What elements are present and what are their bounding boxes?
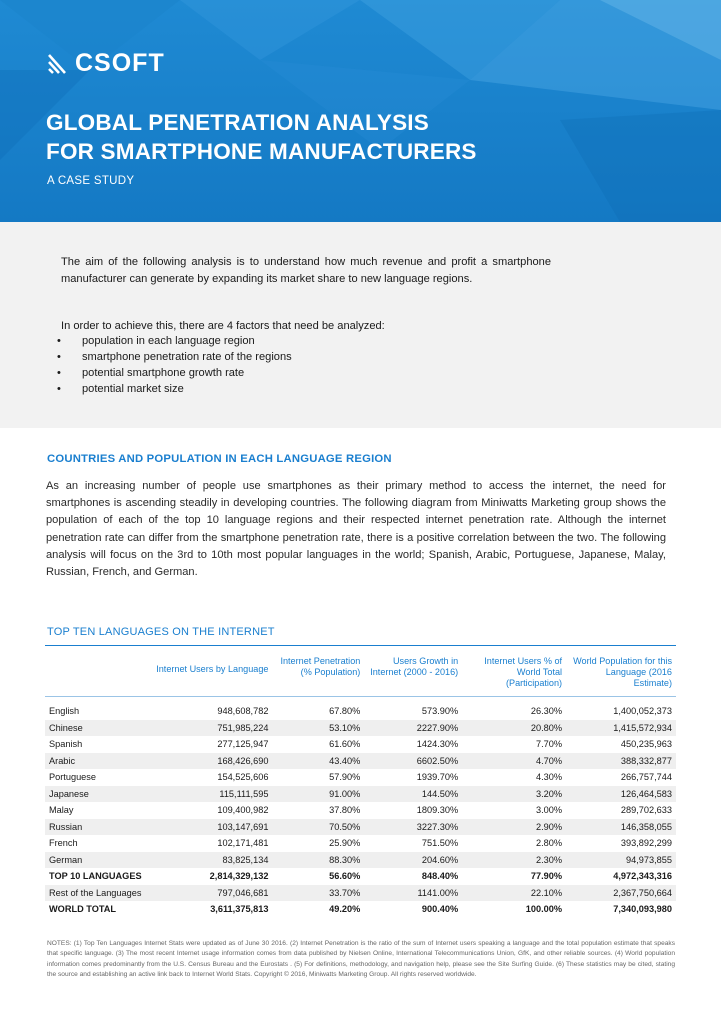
table-cell: 67.80% <box>329 706 361 717</box>
table-heading: TOP TEN LANGUAGES ON THE INTERNET <box>47 626 275 638</box>
table-top-rule <box>45 645 676 646</box>
factor-text: potential market size <box>82 383 184 395</box>
bullet-icon: • <box>57 335 61 347</box>
table-cell: 3,611,375,813 <box>210 904 269 915</box>
table-cell: 4.70% <box>462 753 566 770</box>
table-cell: 393,892,299 <box>620 838 672 849</box>
table-row <box>45 720 676 737</box>
list-item <box>57 349 292 365</box>
row-label: Russian <box>45 819 146 836</box>
table-row <box>45 852 676 869</box>
table-row <box>45 802 676 819</box>
row-label: German <box>45 852 146 869</box>
table-cell: 77.90% <box>530 871 563 882</box>
table-cell: 144.50% <box>364 786 462 803</box>
table-cell: 2.90% <box>462 819 566 836</box>
table-cell: 2,367,750,664 <box>566 885 676 902</box>
factor-text: potential smartphone growth rate <box>82 367 245 379</box>
table-cell: 168,426,690 <box>146 753 273 770</box>
table-cell: 102,171,481 <box>217 838 269 849</box>
column-header: World Population for this Language (2016 Estimate) <box>573 656 672 688</box>
table-header-row <box>45 656 676 700</box>
table-cell: 573.90% <box>421 706 459 717</box>
column-header: Internet Users by Language <box>156 664 269 674</box>
page-title <box>46 108 646 166</box>
table-cell: 103,147,691 <box>146 819 273 836</box>
table-cell: 154,525,606 <box>217 772 269 783</box>
table-cell: 88.30% <box>272 852 364 869</box>
table-cell: 2,814,329,132 <box>209 871 269 882</box>
page-subtitle: A CASE STUDY <box>47 175 135 187</box>
table-cell: 61.60% <box>329 739 361 750</box>
table-cell: 7,340,093,980 <box>613 904 672 915</box>
table-cell: 1424.30% <box>416 739 459 750</box>
intro-box <box>0 222 721 428</box>
table-row <box>45 753 676 770</box>
row-label: English <box>49 706 80 717</box>
row-label: Portuguese <box>49 772 96 783</box>
row-label: TOP 10 LANGUAGES <box>49 871 142 882</box>
list-item <box>57 333 292 349</box>
list-item <box>57 365 292 381</box>
row-label: Spanish <box>49 739 83 750</box>
factor-list <box>57 333 292 397</box>
table-cell: 1809.30% <box>416 805 459 816</box>
languages-table <box>45 656 676 918</box>
table-cell: 2.30% <box>462 852 566 869</box>
row-label: Malay <box>49 805 74 816</box>
bullet-icon: • <box>57 383 61 395</box>
table-cell: 1939.70% <box>416 772 459 783</box>
table-row <box>45 736 676 753</box>
column-header: Internet Penetration (% Population) <box>280 656 361 677</box>
table-cell: 751,985,224 <box>146 720 273 737</box>
table-cell: 83,825,134 <box>146 852 273 869</box>
page-title-line1: GLOBAL PENETRATION ANALYSIS <box>46 110 429 135</box>
section-heading: COUNTRIES AND POPULATION IN EACH LANGUAGE REGION <box>47 453 392 465</box>
table-cell: 289,702,633 <box>620 805 672 816</box>
table-cell: 20.80% <box>462 720 566 737</box>
table-row <box>45 901 676 918</box>
table-cell: 450,235,963 <box>620 739 672 750</box>
list-item <box>57 381 292 397</box>
table-cell: 848.40% <box>421 871 459 882</box>
table-cell: 25.90% <box>329 838 361 849</box>
row-label: WORLD TOTAL <box>49 904 117 915</box>
table-cell: 43.40% <box>272 753 364 770</box>
table-cell: 4,972,343,316 <box>613 871 672 882</box>
table-row <box>45 819 676 836</box>
csoft-logo <box>47 50 165 76</box>
table-cell: 3227.30% <box>364 819 462 836</box>
table-cell: 388,332,877 <box>566 753 676 770</box>
table-cell: 3.20% <box>462 786 566 803</box>
table-cell: 1,415,572,934 <box>566 720 676 737</box>
table-cell: 100.00% <box>525 904 563 915</box>
table-cell: 91.00% <box>272 786 364 803</box>
table-row <box>45 868 676 885</box>
table-cell: 4.30% <box>536 772 563 783</box>
table-cell: 2.80% <box>536 838 563 849</box>
table-row <box>45 786 676 803</box>
table-cell: 94,973,855 <box>566 852 676 869</box>
column-header: Internet Users % of World Total (Participation) <box>484 656 563 688</box>
table-cell: 900.40% <box>421 904 459 915</box>
table-cell: 7.70% <box>536 739 563 750</box>
table-cell: 1,400,052,373 <box>613 706 672 717</box>
table-cell: 49.20% <box>329 904 361 915</box>
row-label: Chinese <box>45 720 146 737</box>
table-row <box>45 835 676 852</box>
table-cell: 1141.00% <box>364 885 462 902</box>
table-cell: 3.00% <box>536 805 563 816</box>
row-label: Arabic <box>45 753 146 770</box>
logo-text: CSOFT <box>75 48 165 77</box>
footnotes: NOTES: (1) Top Ten Languages Internet Stats were updated as of June 30 2016. (2) Internet Penetration is the ratio of the sum of Internet users speaking a language and the total population estimate that speaks that specific language. (3) The most recent Internet usage information comes from data published by Nielsen Online, International Telecommunications Union, GfK, and other reliable sources. (4) World population information comes predominantly from the U.S. Census Bureau and the Eurostats . (5) For definitions, methodology, and navigation help, please see the Site Surfing Guide. (6) These statistics may be cited, stating the source and establishing an active link back to Internet World Stats. Copyright © 2016, Miniwatts Marketing Group. All rights reserved worldwide. <box>47 940 675 978</box>
intro-paragraph: The aim of the following analysis is to understand how much revenue and profit a smartphone manufacturer can generate by expanding its market share to new language regions. <box>61 256 551 285</box>
table-cell: 277,125,947 <box>217 739 269 750</box>
column-header: Users Growth in Internet (2000 - 2016) <box>370 656 459 677</box>
factor-text: smartphone penetration rate of the regions <box>82 351 292 363</box>
intro-lead: In order to achieve this, there are 4 factors that need be analyzed: <box>61 320 385 332</box>
table-cell: 57.90% <box>329 772 361 783</box>
table-cell: 948,608,782 <box>217 706 269 717</box>
table-cell: 115,111,595 <box>146 786 273 803</box>
column-header <box>45 656 146 700</box>
table-cell: 266,757,744 <box>620 772 672 783</box>
table-cell: 6602.50% <box>364 753 462 770</box>
table-cell: 751.50% <box>421 838 459 849</box>
table-cell: 37.80% <box>329 805 361 816</box>
row-label: Japanese <box>45 786 146 803</box>
table-cell: 56.60% <box>329 871 361 882</box>
table-row <box>45 703 676 720</box>
table-row <box>45 769 676 786</box>
bullet-icon: • <box>57 367 61 379</box>
table-cell: 146,358,055 <box>566 819 676 836</box>
page-title-line2: FOR SMARTPHONE MANUFACTURERS <box>46 139 477 164</box>
table-cell: 126,464,583 <box>566 786 676 803</box>
header-banner <box>0 0 721 222</box>
row-label: French <box>49 838 78 849</box>
factor-text: population in each language region <box>82 335 255 347</box>
bullet-icon: • <box>57 351 61 363</box>
table-cell: 797,046,681 <box>146 885 273 902</box>
table-cell: 33.70% <box>272 885 364 902</box>
table-cell: 53.10% <box>272 720 364 737</box>
table-row <box>45 885 676 902</box>
logo-mark-icon <box>47 51 71 75</box>
section-paragraph: As an increasing number of people use smartphones as their primary method to access the internet, the need for smartphones is ascending steadily in developing countries. The following diagram from Miniwatts Marketing group shows the population of each of the top 10 language regions and their respected internet penetration rate. Although the internet penetration rate can differ from the smartphone penetration rate, there is a positive correlation between the two. The following analysis will focus on the 3rd to 10th most popular languages in the world; Spanish, Arabic, Portuguese, Japanese, Malay, Russian, French, and German. <box>46 480 666 579</box>
row-label: Rest of the Languages <box>45 885 146 902</box>
table-cell: 22.10% <box>462 885 566 902</box>
table-cell: 109,400,982 <box>217 805 269 816</box>
table-cell: 2227.90% <box>364 720 462 737</box>
table-cell: 204.60% <box>364 852 462 869</box>
table-cell: 70.50% <box>272 819 364 836</box>
table-cell: 26.30% <box>530 706 563 717</box>
